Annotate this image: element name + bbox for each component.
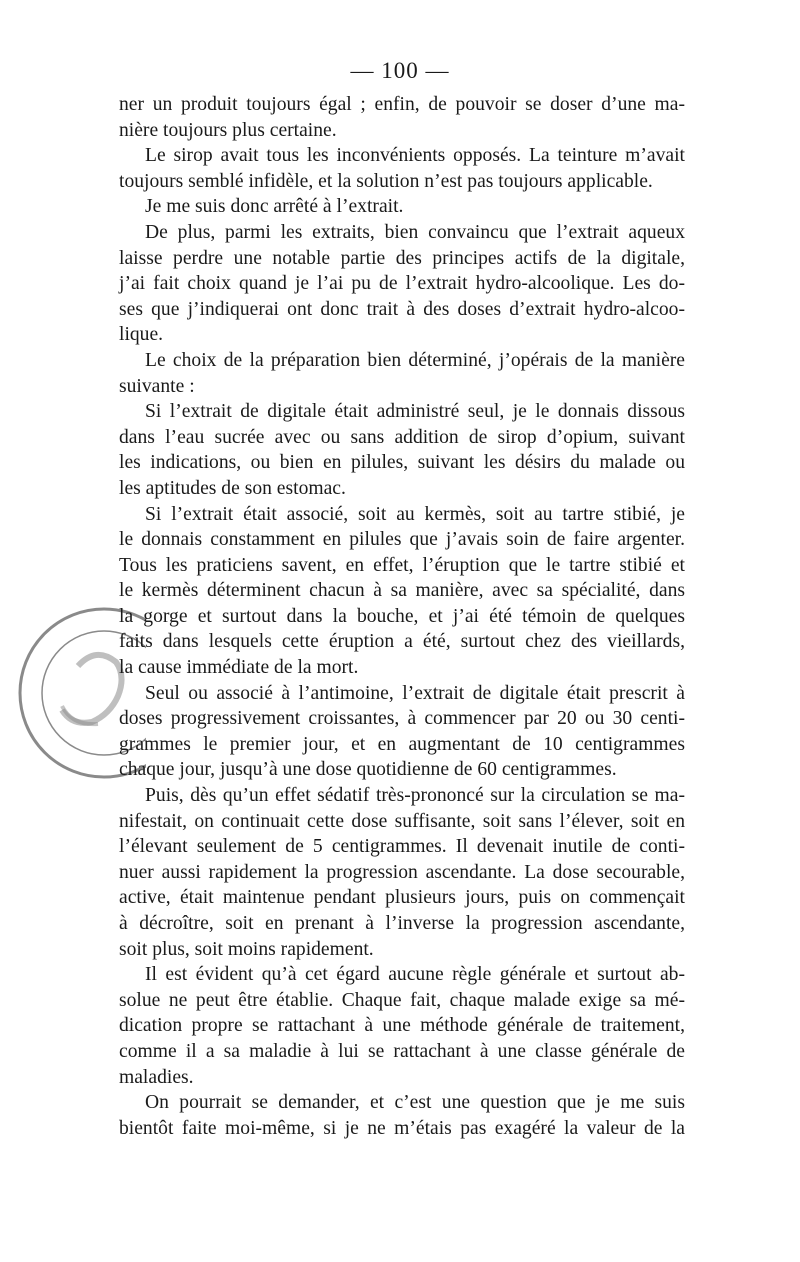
text-line: suivante :: [119, 375, 195, 397]
text-line: dication propre se rattachant à une méthode générale de traitement,: [119, 1015, 685, 1037]
text-line: l’élevant seulement de 5 centigrammes. Il devenait inutile de conti-: [119, 836, 685, 858]
text-line: à décroître, soit en prenant à l’inverse la progression ascendante,: [119, 913, 685, 934]
text-line: dans l’eau sucrée avec ou sans addition de sirop d’opium, suivant: [119, 426, 685, 448]
text-line: j’ai fait choix quand je l’ai pu de l’extrait hydro-alcoolique. Les do-: [119, 273, 685, 295]
text-line: laisse perdre une notable partie des principes actifs de la digitale,: [119, 247, 685, 269]
text-line: Le sirop avait tous les inconvénients opposés. La teinture m’avait: [145, 145, 685, 167]
text-line: nuer aussi rapidement la progression ascendante. La dose secourable,: [119, 861, 685, 883]
text-line: les indications, ou bien en pilules, suivant les désirs du malade ou: [119, 452, 685, 474]
text-line: Le choix de la préparation bien déterminé, j’opérais de la manière: [145, 349, 685, 371]
text-line: le donnais constamment en pilules que j’avais soin de faire argenter.: [119, 529, 685, 551]
text-line: active, était maintenue pendant plusieurs jours, puis on commençait: [119, 887, 685, 909]
text-line: nifestait, on continuait cette dose suffisante, soit sans l’élever, soit en: [119, 810, 685, 832]
text-line: la cause immédiate de la mort.: [119, 657, 359, 679]
text-line: les aptitudes de son estomac.: [119, 477, 346, 499]
text-line: grammes le premier jour, et en augmentant de 10 centigrammes: [119, 733, 685, 755]
page-number: — 100 —: [350, 58, 450, 83]
text-line: faits dans lesquels cette éruption a été, surtout chez des vieillards,: [119, 631, 685, 653]
text-line: Tous les praticiens savent, en effet, l’éruption que le tartre stibié et: [119, 554, 685, 576]
text-line: Seul ou associé à l’antimoine, l’extrait de digitale était prescrit à: [145, 682, 685, 704]
body-text: [119, 92, 685, 1141]
text-line: Si l’extrait était associé, soit au kermès, soit au tartre stibié, je: [145, 503, 685, 525]
text-line: Si l’extrait de digitale était administré seul, je le donnais dissous: [145, 401, 685, 423]
text-line: bientôt faite moi-même, si je ne m’étais pas exagéré la valeur de la: [119, 1117, 685, 1139]
text-line: doses progressivement croissantes, à commencer par 20 ou 30 centi-: [119, 708, 685, 730]
text-line: lique.: [119, 324, 164, 346]
text-line: toujours semblé infidèle, et la solution n’est pas toujours applicable.: [119, 170, 653, 192]
text-line: Je me suis donc arrêté à l’extrait.: [145, 196, 404, 218]
text-line: Puis, dès qu’un effet sédatif très-prononcé sur la circulation se ma-: [145, 785, 685, 807]
text-line: le kermès déterminent chacun à sa manière, avec sa spécialité, dans: [119, 580, 685, 602]
text-line: ses que j’indiquerai ont donc trait à des doses d’extrait hydro-alcoo-: [119, 298, 685, 320]
text-line: la gorge et surtout dans la bouche, et j’ai été témoin de quelques: [119, 605, 685, 627]
text-line: Il est évident qu’à cet égard aucune règle générale et surtout ab-: [145, 964, 685, 986]
text-line: comme il a sa maladie à lui se rattachant à une classe générale de: [119, 1040, 685, 1062]
text-line: solue ne peut être établie. Chaque fait, chaque malade exige sa mé-: [119, 989, 685, 1011]
text-line: De plus, parmi les extraits, bien convaincu que l’extrait aqueux: [145, 221, 685, 243]
text-line: chaque jour, jusqu’à une dose quotidienne de 60 centigrammes.: [119, 759, 617, 781]
text-line: On pourrait se demander, et c’est une question que je me suis: [145, 1092, 685, 1114]
text-line: ner un produit toujours égal ; enfin, de pouvoir se doser d’une ma-: [119, 94, 685, 115]
text-line: maladies.: [119, 1066, 194, 1088]
text-line: nière toujours plus certaine.: [119, 119, 337, 141]
text-line: soit plus, soit moins rapidement.: [119, 938, 374, 960]
